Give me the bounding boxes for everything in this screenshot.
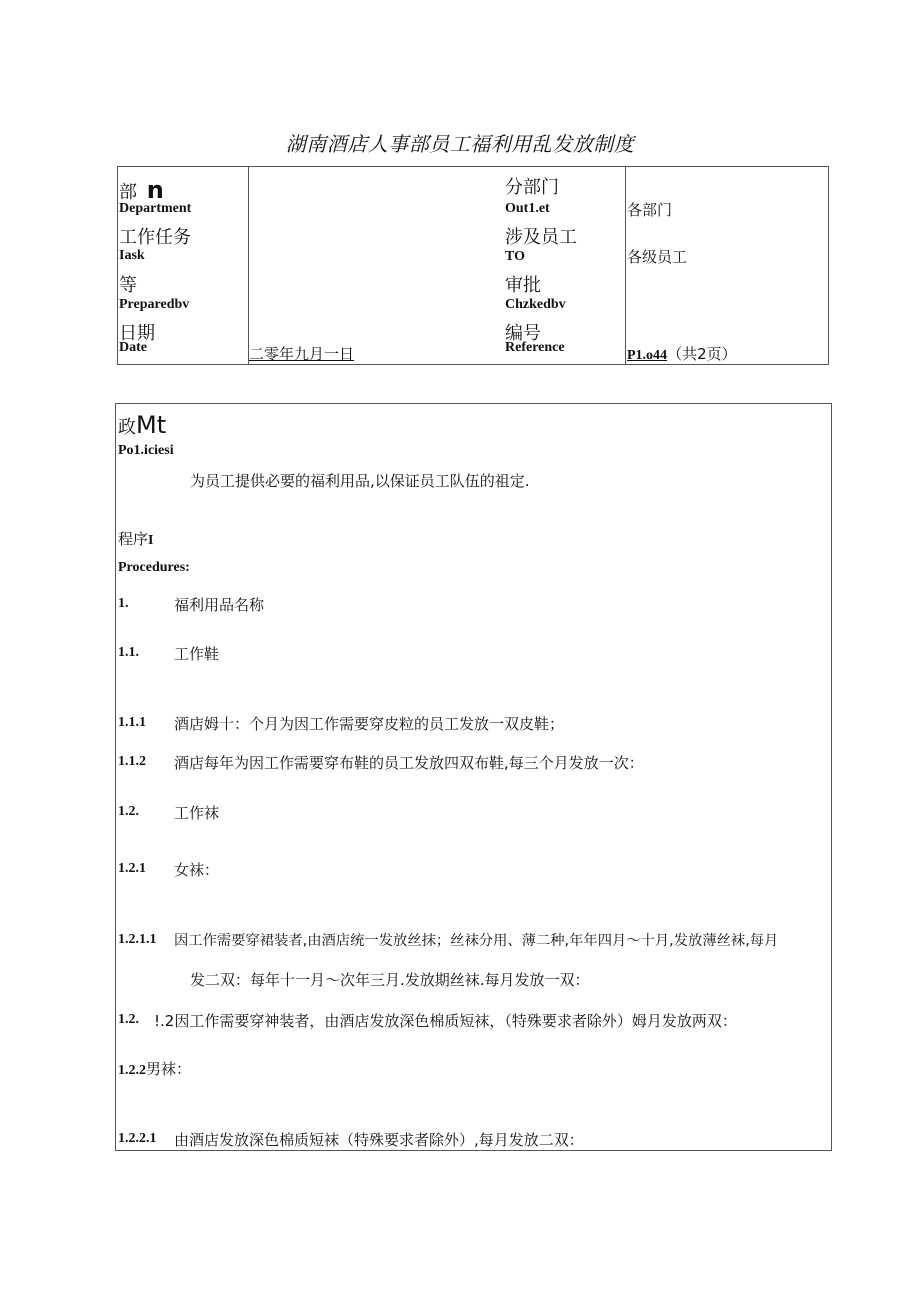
reference-label-en: Reference: [505, 340, 565, 355]
document-title: 湖南酒店人事部员工福利用乱发放制度: [285, 132, 635, 156]
to-label-zh: 涉及员工: [505, 227, 577, 248]
policy-heading-en: Po1.iciesi: [118, 443, 174, 458]
item-text-continued: 发二双：每年十一月〜次年三月.发放期丝袜.每月发放一双：: [190, 971, 590, 989]
item-text: 福利用品名称: [174, 596, 265, 614]
prepared-label-zh: 等: [119, 275, 137, 296]
outlet-label-zh: 分部门: [505, 177, 559, 198]
outlet-label-en: Out1.et: [505, 201, 550, 216]
checked-label-en: Chzkedbv: [505, 297, 566, 312]
item-number: 1.1.1: [118, 715, 146, 730]
item-text: 因工作需要穿裙装者,由酒店统一发放丝抹；丝袜分用、薄二种,年年四月〜十月,发放薄丝袜,每月: [174, 933, 779, 949]
item-text: 工作袜: [174, 804, 220, 822]
item-text: 酒店每年为因工作需要穿布鞋的员工发放四双布鞋,每三个月发放一次：: [174, 754, 644, 772]
reference-value: P1.o44（共2页）: [627, 345, 737, 363]
department-label-en: Department: [119, 201, 192, 216]
department-label-zh: 部 n: [119, 176, 164, 204]
date-label-zh: 日期: [119, 323, 155, 344]
to-label-en: TO: [505, 249, 525, 264]
column-divider: [625, 167, 626, 364]
header-table: [117, 166, 829, 365]
item-number: 1.2.2.1: [118, 1131, 157, 1146]
item-number: 1.1.: [118, 645, 139, 660]
checked-label-zh: 审批: [505, 275, 541, 296]
item-text: 由酒店发放深色棉质短袜（特殊要求者除外）,每月发放二双：: [174, 1131, 584, 1149]
to-value: 各级员工: [627, 248, 688, 266]
item-number: 1.1.2: [118, 754, 146, 769]
item-number: 1.2.: [118, 1012, 139, 1027]
column-divider: [248, 167, 249, 364]
procedures-heading-zh: 程序I: [118, 530, 154, 548]
item-text: 女袜：: [174, 861, 220, 879]
item-number: 1.2.: [118, 804, 139, 819]
list-item: 1.2.2男袜：: [118, 1060, 192, 1078]
item-number: 1.: [118, 596, 129, 611]
prepared-label-en: Preparedbv: [119, 297, 190, 312]
item-number: 1.2.1.1: [118, 932, 157, 947]
policy-text: 为员工提供必要的福利用品,以保证员工队伍的祖定.: [190, 472, 530, 490]
task-label-en: Iask: [119, 248, 145, 263]
item-text: !.2因工作需要穿神装者，由酒店发放深色棉质短袜，（特殊要求者除外）姆月发放两双：: [154, 1012, 737, 1030]
procedures-heading-en: Procedures:: [118, 560, 190, 575]
item-number: 1.2.1: [118, 861, 146, 876]
task-label-zh: 工作任务: [119, 227, 191, 248]
item-text: 工作鞋: [174, 645, 220, 663]
policy-heading-zh: 政Mt: [118, 411, 167, 439]
item-text: 酒店姆十：个月为因工作需要穿皮粒的员工发放一双皮鞋；: [174, 715, 565, 733]
reference-label-zh: 编号: [505, 323, 541, 344]
outlet-value: 各部门: [627, 201, 673, 219]
date-label-en: Date: [119, 340, 147, 355]
policy-procedure-box: [115, 403, 832, 1151]
date-value: 二零年九月一日: [249, 345, 355, 363]
